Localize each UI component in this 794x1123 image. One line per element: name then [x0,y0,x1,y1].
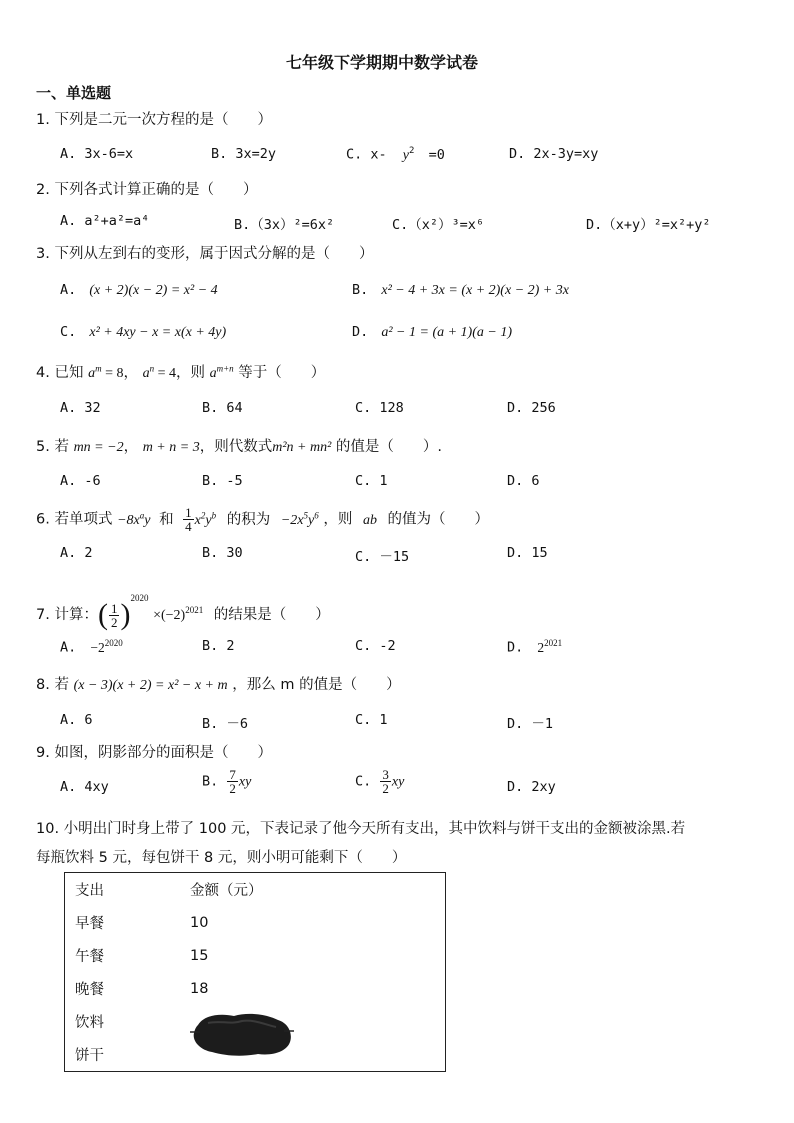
question-10-line-1: 10. 小明出门时身上带了 100 元，下表记录了他今天所有支出，其中饮料与饼干支出的金额被涂黑.若 [36,821,686,837]
question-4-stem [36,361,325,382]
question-7-option-c: C. -2 [355,638,396,654]
base: −2 [90,639,105,655]
q7-prefix: 7. 计算： [36,607,98,623]
q5-suffix: 的值是（ ）. [335,439,442,455]
question-2-option-b: B.（3x）²=6x² [234,217,335,233]
question-3-option-d [352,321,512,341]
question-2-stem: 2. 下列各式计算正确的是（ ） [36,182,258,198]
question-1-option-d: D. 2x-3y=xy [509,146,599,162]
question-1-option-b: B. 3x=2y [211,146,277,162]
q5-prefix: 5. 若 [36,439,69,455]
row-item: 早餐 [75,916,104,932]
q6-expr-3 [280,510,319,528]
option-label: A. [60,282,77,298]
question-5-stem [36,435,442,456]
exp: m [95,363,102,374]
rhs: = 8 [101,366,124,381]
exp: m+n [216,363,234,374]
q8-suffix: ，那么 m 的值是（ ） [232,677,401,693]
header-amount: 金额（元） [190,883,263,899]
question-9-stem: 9. 如图，阴影部分的面积是（ ） [36,745,272,761]
question-3-option-c [60,321,226,341]
q4-expr-1 [88,363,124,381]
denominator: 4 [185,519,192,535]
base: a [88,366,96,381]
q7-suffix: 的结果是（ ） [213,607,330,623]
q6-expr-2 [194,510,217,528]
exp-y: 6 [314,510,319,520]
table-row [65,939,446,972]
sep: ， [123,365,138,381]
row-item: 饮料 [75,1015,104,1031]
base: x [194,512,201,528]
question-2-option-a: A. a²+a²=a⁴ [60,213,150,229]
q8-prefix: 8. 若 [36,677,69,693]
table-header-row [65,873,446,907]
tail: xy [391,774,405,790]
question-1-option-c-tail: =0 [428,146,445,163]
q8-expression: (x − 3)(x + 2) = x² − x + m [73,678,228,693]
q4-expr-3 [209,363,234,381]
q5-expr-1: mn = −2 [73,440,124,455]
question-7-option-d [507,638,562,656]
base-y: y [308,512,315,528]
question-1-option-a: A. 3x-6=x [60,146,134,162]
base: −2x [280,512,304,528]
option-expression: x² + 4xy − x = x(x + 4y) [89,325,227,340]
question-9-option-b [202,768,251,795]
exp: 5 [303,510,308,520]
denominator: 2 [382,781,389,796]
q7-exp-2: 2021 [185,605,204,616]
exp: 2020 [104,638,123,648]
page-title: 七年级下学期期中数学试卷 [286,53,479,72]
question-9-option-c [355,768,404,795]
question-8-option-a: A. 6 [60,712,93,728]
question-5-option-d: D. 6 [507,473,540,489]
q5-expr-3: m²n + mn² [272,440,332,455]
row-amount: 10 [190,914,209,931]
option-label: B. [352,282,369,298]
base: −8x [117,512,140,528]
question-3-option-a [60,279,218,299]
question-5-option-a: A. -6 [60,473,101,489]
q6-prefix: 6. 若单项式 [36,511,113,528]
option-expression: (x + 2)(x − 2) = x² − 4 [89,283,218,298]
tail: xy [238,774,252,790]
section-heading: 一、单选题 [36,84,112,102]
sep: ， [123,439,139,455]
denominator: 2 [110,614,118,630]
option-expression: x² − 4 + 3x = (x + 2)(x − 2) + 3x [381,283,569,298]
q7-fraction [109,602,120,629]
row-item: 午餐 [75,949,104,965]
label: D. [507,639,524,656]
exp: n [149,363,155,374]
question-1-option-c [346,146,445,164]
q6-expr-1 [117,510,151,528]
row-amount: 15 [190,947,209,964]
question-4-option-d: D. 256 [507,400,556,416]
label: B. [202,773,219,790]
label: C. [355,773,372,790]
question-4-option-b: B. 64 [202,400,243,416]
row-item: 饼干 [75,1048,104,1064]
question-6-stem [36,500,489,536]
question-4-option-c: C. 128 [355,400,404,416]
tail: y [144,512,151,528]
base: 2 [537,639,545,655]
question-8-stem [36,673,401,694]
option-expression: a² − 1 = (a + 1)(a − 1) [381,325,512,340]
q6-expr-4: ab [362,512,377,528]
question-6-option-b: B. 30 [202,545,243,561]
question-6-option-a: A. 2 [60,545,93,561]
exp: 2021 [544,638,563,648]
row-item: 晚餐 [75,982,104,998]
rhs: = 4 [154,366,176,381]
base: a [142,366,150,381]
question-9-option-d: D. 2xy [507,779,556,795]
question-8-option-c: C. 1 [355,712,388,728]
option-label: D. [352,324,369,340]
question-3-stem: 3. 下列从左到右的变形，属于因式分解的是（ ） [36,246,374,262]
question-8-option-d: D. －1 [507,716,554,732]
row-amount: 18 [190,980,209,997]
question-1-option-c-label: C. x- [346,146,387,163]
denominator: 2 [229,781,236,796]
question-8-option-b: B. －6 [202,716,249,732]
redaction-ink-blot [190,1011,294,1057]
question-5-option-c: C. 1 [355,473,388,489]
question-7-option-a [60,638,123,656]
question-2-option-d: D.（x+y）²=x²+y² [586,217,711,233]
question-6-option-d: D. 15 [507,545,548,561]
question-7-stem [36,578,330,636]
q4-prefix: 4. 已知 [36,365,84,381]
then: ，则 [175,365,205,381]
numerator: 1 [185,505,192,521]
question-4-option-a: A. 32 [60,400,101,416]
numerator: 7 [229,767,236,782]
question-5-option-b: B. -5 [202,473,243,489]
table-row [65,972,446,1005]
question-1-option-c-y: y [402,147,409,163]
exp: a [139,510,145,520]
q4-suffix: 等于（ ） [238,365,326,381]
q6-mid: 的积为 [226,511,271,528]
exp-y: b [211,510,217,520]
question-6-option-c: C. －15 [355,549,410,565]
question-2-option-c: C.（x²）³=x⁶ [392,217,485,233]
question-1-option-c-exp: 2 [409,146,415,156]
numerator: 1 [110,600,118,616]
q4-expr-2 [142,363,176,381]
left-paren-glyph: ( [97,598,108,631]
q6-and: 和 [159,511,174,528]
q5-expr-2: m + n = 3 [142,440,200,455]
question-3-option-b [352,279,569,299]
base: a [209,366,217,381]
q5-mid: ，则代数式 [199,439,273,455]
question-1-stem: 1. 下列是二元一次方程的是（ ） [36,112,272,128]
question-9-option-a: A. 4xy [60,779,109,795]
exp: 2 [200,510,206,520]
q7-mid: ×(−2) [153,608,186,623]
base-y: y [205,512,212,528]
label: A. [60,639,77,656]
numerator: 3 [382,767,389,782]
header-item: 支出 [75,883,104,899]
fraction [227,768,238,795]
option-label: C. [60,324,77,340]
question-10-line-2: 每瓶饮料 5 元，每包饼干 8 元，则小明可能剩下（ ） [36,850,407,866]
right-paren-glyph: ) [120,598,131,631]
q6-then: ，则 [323,511,353,528]
table-row [65,906,446,939]
q6-suffix: 的值为（ ） [387,511,490,528]
question-7-option-b: B. 2 [202,638,235,654]
fraction [380,768,391,795]
q6-fraction [183,506,194,533]
q7-exp-1: 2020 [130,593,149,603]
